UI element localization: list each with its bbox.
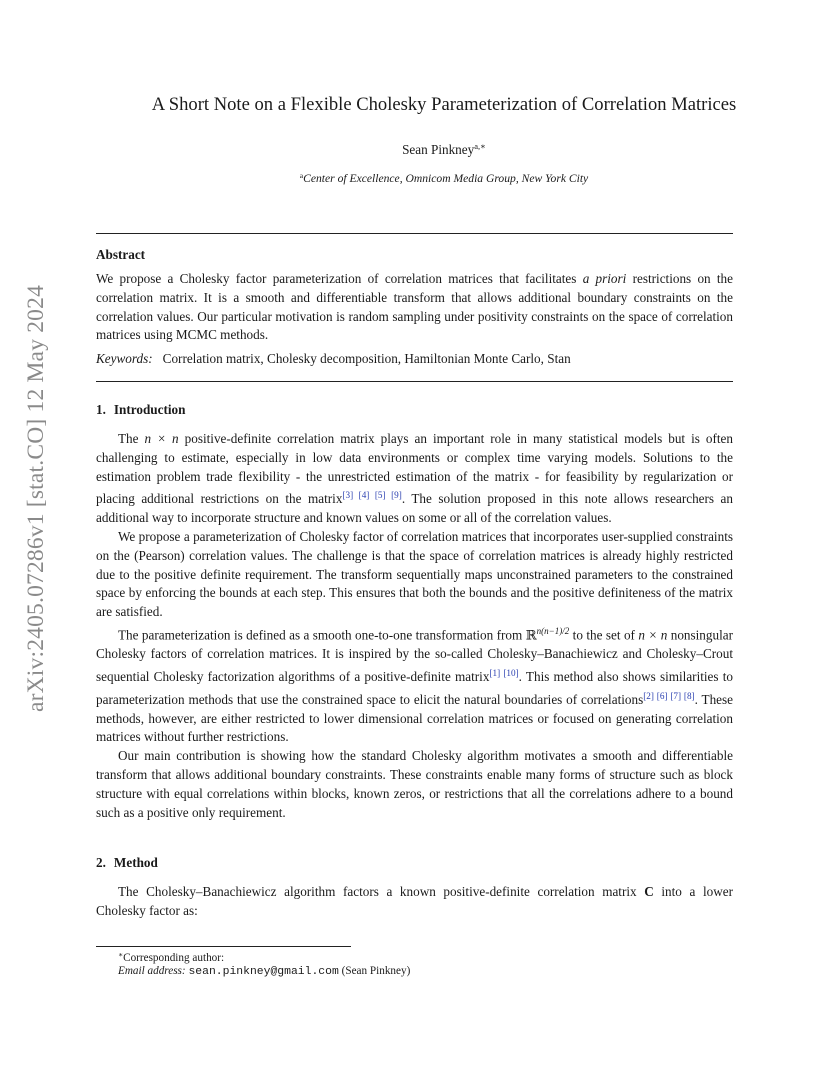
text-run: . The solution proposed in this note allows researchers an additional way to incorporate structure and known values on some or all of the correlation values. [96,491,733,526]
method-body [96,883,733,921]
footnote-text: Corresponding author: [123,952,225,964]
introduction-body [96,430,733,822]
abstract-bottom-rule [96,381,733,382]
paper-title: A Short Note on a Flexible Cholesky Parameterization of Correlation Matrices [151,94,737,115]
keywords-label: Keywords: [96,351,153,366]
text-run: The parameterization is defined as a smooth one-to-one transformation from [118,627,523,643]
text-run: nonsingular Cholesky factors of correlation matrices. It is inspired by the so-called Cholesky–Banachiewicz and Cholesky–Crout sequential Cholesky factorization algorithms of a positive-definite matrix [96,627,733,684]
abstract-part-2: restrictions on the correlation matrix. It is a smooth and differentiable transform that allows additional boundary constraints on the correlation values. Our particular motivation is random sampling under positivity constraints on the space of correlation matrices using MCMC methods. [96,271,734,343]
citation-link[interactable]: [1] [10] [489,667,519,678]
citation-link[interactable]: [2] [6] [7] [8] [643,690,695,701]
footnote-corresponding [118,950,224,964]
text-run: into a lower Cholesky factor as: [96,884,733,918]
section-title: Method [113,855,158,870]
arxiv-identifier: arXiv:2405.07286v1 [stat.CO] 12 May 2024 [23,284,50,712]
author-name: Sean Pinkney [402,142,475,157]
keywords-text: Correlation matrix, Cholesky decomposition, Hamiltonian Monte Carlo, Stan [162,351,571,366]
intro-paragraph-3 [96,622,733,747]
abstract-italic: a priori [582,271,627,286]
math-inline: n × n [638,627,668,643]
email-label: Email address: [118,965,186,977]
text-run: to the set of [572,627,635,643]
intro-paragraph-2: We propose a parameterization of Cholesky factor of correlation matrices that incorporates user-supplied constraints on the (Pearson) correlation values. The challenge is that the space of correlation matrices is already highly restricted due to the positive definite requirement. The transform sequentially maps unconstrained parameters to the constrained space by enforcing the bounds at each step. This ensures that both the bounds and the positive definiteness of the matrix are satisfied. [96,528,733,620]
author-marks: a,∗ [474,141,486,151]
abstract-text [96,270,733,345]
text-run: positive-definite correlation matrix plays an important role in many statistical models but is often challenging to estimate, especially in low data environments or complex time varying models. Solutions to the estimation problem trade flexibility - the unrestricted estimation of the matrix - for feasibility by regularization or placing additional restrictions on the matrix [96,431,734,507]
keywords-line [96,351,733,367]
footnote-mark: ∗ [118,950,124,959]
section-heading-method [96,855,158,871]
intro-paragraph-1 [96,430,733,528]
section-title: Introduction [113,402,186,417]
section-number: 1. [96,402,106,417]
footnote-rule [96,946,351,947]
affiliation [60,171,828,185]
abstract-top-rule [96,233,733,234]
text-run: The [118,431,139,446]
text-run: . These methods, however, are either restricted to lower dimensional correlation matrices or focused on generating correlation matrices without further restrictions. [96,691,733,745]
math-bold: C [644,884,654,899]
abstract-heading: Abstract [96,247,146,262]
email-name: (Sean Pinkney) [341,965,411,977]
math-inline: n × n [144,431,179,446]
author-line [60,141,828,158]
affiliation-text: Center of Excellence, Omnicom Media Group, New York City [303,172,589,185]
text-run: . This method also shows similarities to parameterization methods that use the constrained space to elicit the natural boundaries of correlations [96,668,734,707]
section-heading-introduction [96,402,185,418]
arxiv-stamp [20,248,54,748]
intro-paragraph-4: Our main contribution is showing how the standard Cholesky algorithm motivates a smooth and differentiable transform that allows additional boundary constraints. These constraints enable many forms of structure such as block structure with equal correlations within blocks, known zeros, or restrictions that all the correlations adhere to a bound such as a positive only requirement. [96,748,733,820]
citation-link[interactable]: [3] [4] [5] [9] [342,490,402,501]
section-number: 2. [96,855,106,870]
math-exponent: n(n−1)/2 [536,625,570,636]
footnote-email [118,965,410,978]
math-inline: ℝ [525,627,537,643]
affiliation-mark: a [299,171,304,180]
method-paragraph-1 [96,883,733,921]
abstract-part-1: We propose a Cholesky factor parameterization of correlation matrices that facilitates [96,271,577,286]
email-address[interactable]: sean.pinkney@gmail.com [188,966,339,978]
text-run: The Cholesky–Banachiewicz algorithm factors a known positive-definite correlation matrix [118,884,637,899]
